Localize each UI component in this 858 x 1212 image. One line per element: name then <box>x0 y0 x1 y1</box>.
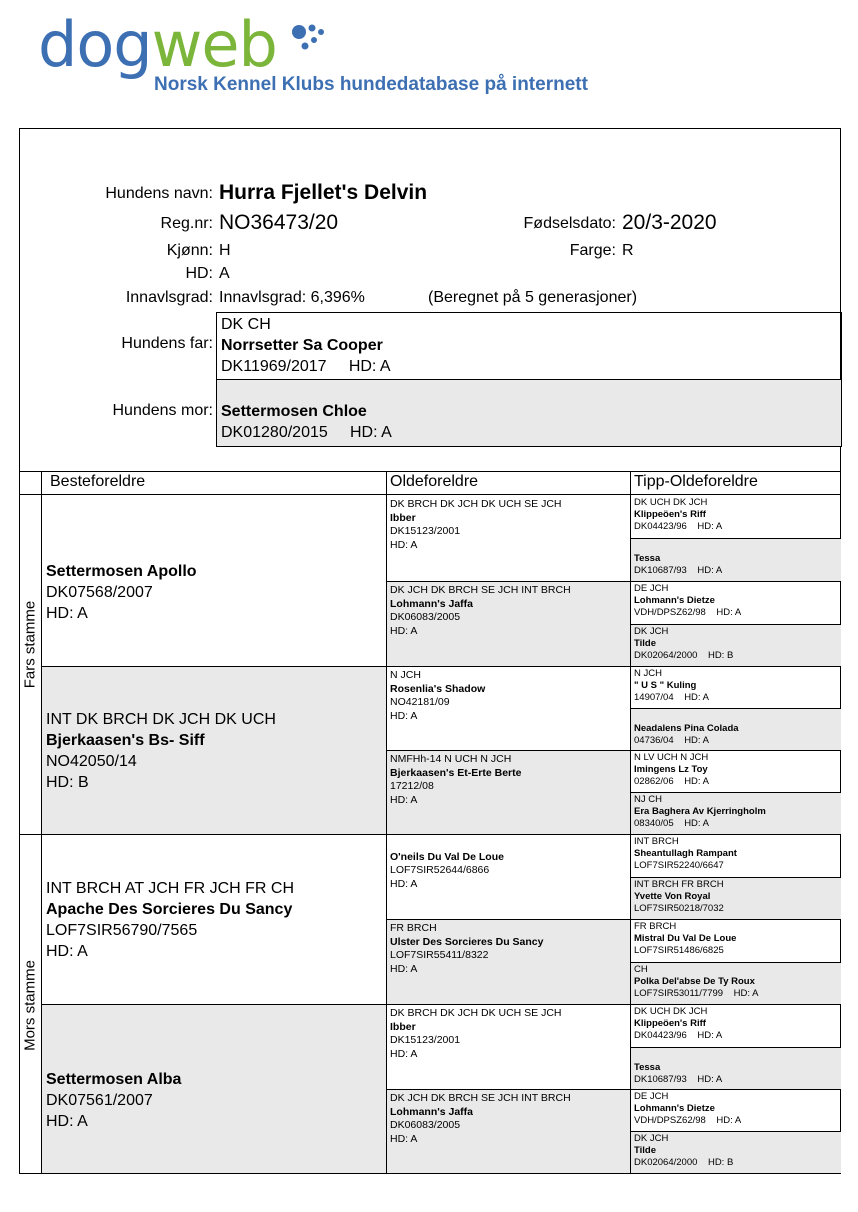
gggp-reg: 04736/04 <box>634 735 674 746</box>
name-label: Hundens navn: <box>105 185 213 202</box>
gggp-title: N JCH <box>634 668 662 679</box>
great-grandparent-cell <box>387 751 630 834</box>
great-great-grandparent-cell <box>631 751 841 792</box>
great-great-grandparent-cell <box>631 625 841 666</box>
ggp-reg: 17212/08 <box>390 780 434 792</box>
spacer <box>46 540 197 561</box>
fars-stamme-label: Fars stamme <box>21 600 39 689</box>
great-great-grandparent-cell <box>631 920 841 962</box>
ggp-reg: DK06083/2005 <box>390 1119 461 1131</box>
gggp-hd: HD: A <box>716 607 742 618</box>
gggp-name: Imingens Lz Toy <box>634 764 708 775</box>
ggp-hd: HD: A <box>390 877 418 890</box>
gggp-name: Sheantullagh Rampant <box>634 848 737 859</box>
gggp-reg: LOF7SIR51486/6825 <box>634 945 724 956</box>
ggp-title: NMFHh-14 N UCH N JCH <box>390 753 512 765</box>
gggp-name: Klippeöen's Riff <box>634 1018 706 1029</box>
ggp-title: DK JCH DK BRCH SE JCH INT BRCH <box>390 584 571 596</box>
gggp-reg: LOF7SIR53011/7799 <box>634 988 724 999</box>
gggp-reg: 14907/04 <box>634 692 674 703</box>
father-title: DK CH <box>221 316 271 333</box>
gggp-name: Yvette Von Royal <box>634 891 711 902</box>
gggp-name: Neadalens Pina Colada <box>634 723 739 734</box>
gap <box>687 1030 698 1041</box>
great-grandparent-cell <box>387 667 630 750</box>
ggp-hd: HD: A <box>390 538 418 551</box>
ggp-hd: HD: A <box>390 624 418 637</box>
father-name: Norrsetter Sa Cooper <box>221 337 383 354</box>
father-reg-hd <box>221 356 837 377</box>
ggp-title: DK JCH DK BRCH SE JCH INT BRCH <box>390 1092 571 1104</box>
great-grandparent-cell <box>387 1090 630 1173</box>
grandparent-cell <box>42 667 386 834</box>
gggp-reg: VDH/DPSZ62/98 <box>634 1115 706 1126</box>
ggp-title: N JCH <box>390 669 421 681</box>
dog-sex: H <box>219 242 231 259</box>
gap <box>687 1074 698 1085</box>
ggp-reg: DK15123/2001 <box>390 525 461 537</box>
mother-reg-hd <box>221 422 837 443</box>
gggp-reg: DK02064/2000 <box>634 1157 698 1168</box>
gggp-reg-hd <box>634 776 841 788</box>
grandparent-cell <box>42 1005 386 1173</box>
great-great-grandparent-cell <box>631 1005 841 1047</box>
gggp-name: Lohmann's Dietze <box>634 595 715 606</box>
mother-label: Hundens mor: <box>112 402 213 419</box>
grandparent-reg: NO42050/14 <box>46 753 137 770</box>
ggp-hd: HD: A <box>390 709 418 722</box>
grandparent-name: Settermosen Alba <box>46 1070 182 1088</box>
grandparent-text <box>46 878 294 962</box>
logo-subtitle: Norsk Kennel Klubs hundedatabase på internett <box>154 74 588 95</box>
gggp-line <box>631 962 841 963</box>
gap <box>723 988 734 999</box>
ggp-reg: LOF7SIR52644/6866 <box>390 864 490 876</box>
spacer <box>390 837 630 851</box>
gggp-name: Tessa <box>634 1062 661 1073</box>
gggp-name: Tilde <box>634 638 656 649</box>
grandparent-hd: HD: B <box>46 774 89 791</box>
grandparent-title: INT DK BRCH DK JCH DK UCH <box>46 711 276 728</box>
gggp-hd: HD: A <box>697 1030 723 1041</box>
gggp-reg-hd <box>634 607 841 619</box>
table-top-line <box>19 471 841 472</box>
paw-dots-icon <box>290 22 330 58</box>
dog-name: Hurra Fjellet's Delvin <box>219 181 428 204</box>
logo-web-text: web <box>151 8 277 81</box>
great-grandparent-cell <box>387 835 630 919</box>
ggp-hd: HD: A <box>390 962 418 975</box>
mother-reg: DK01280/2015 <box>221 424 328 441</box>
grandparent-hd: HD: A <box>46 604 88 622</box>
col-grandparents: Besteforeldre <box>50 473 146 490</box>
gggp-hd: HD: A <box>733 988 759 999</box>
logo-dog-text: dog <box>38 8 152 81</box>
grandparent-reg: DK07561/2007 <box>46 1091 153 1109</box>
gggp-reg: 02862/06 <box>634 776 674 787</box>
gggp-name: Polka Del'abse De Ty Roux <box>634 976 755 987</box>
gggp-name: Era Baghera Av Kjerringholm <box>634 806 766 817</box>
gggp-reg: 08340/05 <box>634 818 674 829</box>
gggp-reg: DK10687/93 <box>634 1074 687 1085</box>
gggp-reg-hd <box>634 988 841 1000</box>
great-grandparent-cell <box>387 582 630 666</box>
ggp-name: Ibber <box>390 1020 416 1033</box>
gggp-hd: HD: A <box>684 692 709 703</box>
grandparent-name: Apache Des Sorcieres Du Sancy <box>46 901 293 918</box>
gggp-title: N LV UCH N JCH <box>634 752 709 763</box>
gggp-reg: DK04423/96 <box>634 1030 687 1041</box>
grandparent-title: INT BRCH AT JCH FR JCH FR CH <box>46 880 295 897</box>
great-great-grandparent-cell <box>631 793 841 834</box>
great-great-grandparent-cell <box>631 582 841 624</box>
gggp-name: Klippeöen's Riff <box>634 509 706 520</box>
dob-label: Fødselsdato: <box>523 215 616 232</box>
gap <box>697 650 708 661</box>
great-great-grandparent-cell <box>631 1132 841 1173</box>
grandparent-cell <box>42 835 386 1004</box>
great-great-grandparent-cell <box>631 963 841 1004</box>
great-grandparent-cell <box>387 920 630 1004</box>
reg-label: Reg.nr: <box>160 215 213 232</box>
gggp-title: FR BRCH <box>634 921 677 932</box>
gggp-reg: LOF7SIR52240/6647 <box>634 860 724 871</box>
inbreeding-label: Innavlsgrad: <box>125 289 213 306</box>
grandparent-text <box>46 540 197 624</box>
ggp-name: Ibber <box>390 511 416 524</box>
father-label: Hundens far: <box>121 335 213 352</box>
gggp-hd: HD: A <box>697 521 723 532</box>
gggp-hd: HD: A <box>716 1115 742 1126</box>
ggp-title: DK BRCH DK JCH DK UCH SE JCH <box>390 1007 562 1019</box>
mother-hd: HD: A <box>350 424 392 441</box>
gggp-hd: HD: A <box>684 776 709 787</box>
grandparent-text <box>46 709 276 793</box>
father-reg: DK11969/2017 <box>221 358 327 375</box>
dogweb-logo <box>38 8 638 108</box>
gggp-hd: HD: A <box>697 1074 723 1085</box>
gggp-title: INT BRCH FR BRCH <box>634 879 724 890</box>
gap <box>706 1115 717 1126</box>
gggp-hd: HD: A <box>697 565 723 576</box>
gggp-reg-hd <box>634 945 841 957</box>
great-grandparent-cell <box>387 1005 630 1089</box>
gggp-title: DK UCH DK JCH <box>634 1006 708 1017</box>
gggp-name: Lohmann's Dietze <box>634 1103 715 1114</box>
gap <box>697 1157 708 1168</box>
father-hd: HD: A <box>348 358 391 375</box>
gap <box>674 735 685 746</box>
great-great-grandparent-cell <box>631 539 841 581</box>
inbreeding-note: (Beregnet på 5 generasjoner) <box>428 289 638 306</box>
gggp-hd: HD: B <box>707 650 734 661</box>
dog-color: R <box>622 242 634 259</box>
dog-reg: NO36473/20 <box>219 211 339 234</box>
ggp-name: Lohmann's Jaffa <box>390 597 474 610</box>
gggp-title: DE JCH <box>634 1091 669 1102</box>
gggp-hd: HD: A <box>684 818 709 829</box>
gggp-reg-hd <box>634 692 841 704</box>
great-great-grandparent-cell <box>631 667 841 708</box>
ggp-reg: DK06083/2005 <box>390 611 461 623</box>
gggp-title: INT BRCH <box>634 836 679 847</box>
gggp-line <box>631 1047 841 1048</box>
ggp-name: Ulster Des Sorcieres Du Sancy <box>390 935 544 948</box>
gggp-line <box>631 538 841 539</box>
gggp-name: " U S " Kuling <box>634 680 697 691</box>
gggp-reg-hd <box>634 1074 841 1086</box>
mother-name: Settermosen Chloe <box>221 403 367 420</box>
gggp-line <box>631 624 841 625</box>
great-great-grandparent-cell <box>631 496 841 538</box>
gggp-reg: LOF7SIR50218/7032 <box>634 903 724 914</box>
gggp-title: CH <box>634 964 648 975</box>
gggp-line <box>631 877 841 878</box>
ggp-reg: DK15123/2001 <box>390 1034 461 1046</box>
gggp-reg: DK04423/96 <box>634 521 687 532</box>
father-cell <box>217 314 837 378</box>
gggp-name: Mistral Du Val De Loue <box>634 933 737 944</box>
gggp-title: DE JCH <box>634 583 669 594</box>
color-label: Farge: <box>569 242 616 259</box>
grandparent-text <box>46 1048 181 1132</box>
gap <box>687 565 698 576</box>
gggp-hd: HD: B <box>707 1157 734 1168</box>
gggp-reg-hd <box>634 650 841 662</box>
father-box <box>216 312 842 380</box>
col-great-grandparents: Oldeforeldre <box>390 473 479 490</box>
gap <box>674 692 685 703</box>
grandparent-cell <box>42 496 386 666</box>
great-great-grandparent-cell <box>631 1048 841 1089</box>
great-great-grandparent-cell <box>631 878 841 919</box>
great-great-grandparent-cell <box>631 1090 841 1131</box>
ggp-reg: LOF7SIR55411/8322 <box>390 949 489 961</box>
gggp-line <box>631 1131 841 1132</box>
grandparent-hd: HD: A <box>46 1112 88 1130</box>
grandparent-hd: HD: A <box>46 943 88 960</box>
ggp-name: Bjerkaasen's Et-Erte Berte <box>390 766 522 779</box>
header-bottom-line <box>19 494 841 495</box>
gap <box>674 776 685 787</box>
spacer <box>46 1048 181 1069</box>
ggp-hd: HD: A <box>390 1132 418 1145</box>
dog-dob: 20/3-2020 <box>622 211 717 234</box>
gggp-hd: HD: A <box>684 735 709 746</box>
mors-stamme-label: Mors stamme <box>21 960 39 1051</box>
ggp-title: FR BRCH <box>390 922 437 934</box>
gggp-title: DK UCH DK JCH <box>634 497 708 508</box>
col-great-great-grandparents: Tipp-Oldeforeldre <box>634 473 758 490</box>
grandparent-name: Settermosen Apollo <box>46 562 197 580</box>
gggp-reg-hd <box>634 1115 841 1127</box>
great-great-grandparent-cell <box>631 709 841 750</box>
logo-wordmark <box>38 8 277 81</box>
gggp-title: DK JCH <box>634 1133 669 1144</box>
gap <box>687 521 698 532</box>
gggp-reg: DK10687/93 <box>634 565 687 576</box>
ggp-name: O'neils Du Val De Loue <box>390 850 504 863</box>
great-grandparent-cell <box>387 496 630 581</box>
gggp-reg-hd <box>634 565 841 577</box>
gggp-reg-hd <box>634 521 841 533</box>
sex-label: Kjønn: <box>166 242 213 259</box>
gggp-reg-hd <box>634 903 841 915</box>
ggp-name: Rosenlia's Shadow <box>390 682 486 695</box>
gggp-reg: VDH/DPSZ62/98 <box>634 607 706 618</box>
grandparent-reg: LOF7SIR56790/7565 <box>46 922 198 939</box>
inbreeding-value: Innavlsgrad: 6,396% <box>219 289 365 306</box>
gggp-reg-hd <box>634 1157 841 1169</box>
gggp-reg: DK02064/2000 <box>634 650 698 661</box>
gggp-line <box>631 792 841 793</box>
dog-hd: A <box>219 265 230 282</box>
gggp-reg-hd <box>634 818 841 830</box>
ggp-name: Lohmann's Jaffa <box>390 1105 474 1118</box>
gggp-reg-hd <box>634 735 841 747</box>
ggp-title: DK BRCH DK JCH DK UCH SE JCH <box>390 498 562 510</box>
gggp-reg-hd <box>634 1030 841 1042</box>
grandparent-reg: DK07568/2007 <box>46 583 153 601</box>
ggp-hd: HD: A <box>390 793 418 806</box>
gggp-reg-hd <box>634 860 841 872</box>
gggp-name: Tessa <box>634 553 661 564</box>
gggp-name: Tilde <box>634 1145 656 1156</box>
mother-box <box>216 379 842 447</box>
gggp-line <box>631 708 841 709</box>
hd-label: HD: <box>185 265 213 282</box>
gggp-title: NJ CH <box>634 794 662 805</box>
ggp-reg: NO42181/09 <box>390 696 450 708</box>
great-great-grandparent-cell <box>631 835 841 877</box>
gap <box>674 818 685 829</box>
gggp-title: DK JCH <box>634 626 669 637</box>
mother-cell <box>217 401 837 445</box>
gap <box>706 607 717 618</box>
ggp-hd: HD: A <box>390 1047 418 1060</box>
grandparent-name: Bjerkaasen's Bs- Siff <box>46 732 205 749</box>
